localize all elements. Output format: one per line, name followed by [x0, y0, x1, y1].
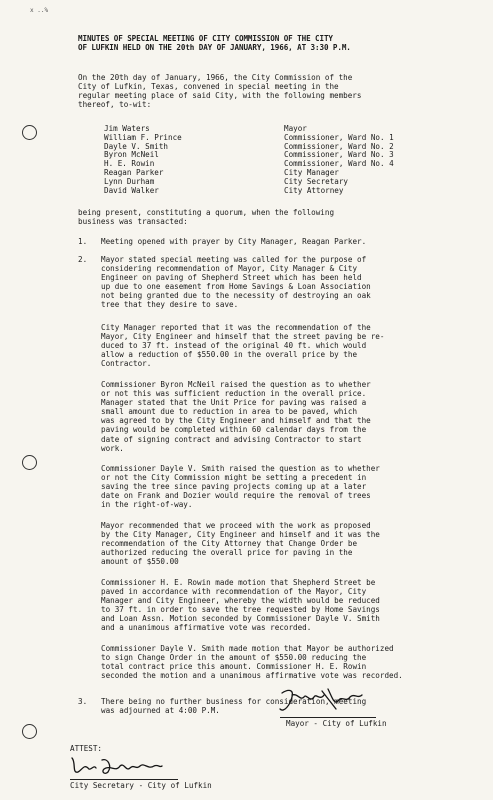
- secretary-signature-drawing: [66, 752, 166, 780]
- member-name: H. E. Rowin: [104, 159, 155, 169]
- mayor-signature-drawing: [276, 683, 366, 717]
- text-line: City Manager reported that it was the recommendation of the: [101, 323, 371, 332]
- corner-mark: x ..%: [30, 7, 49, 14]
- text-line: Mayor stated special meeting was called for the purpose of: [101, 255, 367, 264]
- text-line: total contract price this amount. Commissioner H. E. Rowin: [101, 662, 367, 672]
- member-row: [104, 133, 484, 142]
- text-line: and Loan Assn. Motion seconded by Commissioner Dayle V. Smith: [101, 614, 380, 624]
- text-line: Contractor.: [101, 359, 152, 369]
- text-line: Manager stated that the Unit Price for paving was raised a: [101, 398, 367, 408]
- text-line: authorized reducing the overall price for paving in the: [101, 548, 353, 558]
- punch-hole: [22, 724, 37, 739]
- text-line: Commissioner H. E. Rowin made motion that Shepherd Street be: [101, 578, 376, 587]
- member-name: Dayle V. Smith: [104, 141, 169, 151]
- item-2-paragraph-2: [101, 323, 384, 368]
- member-role: Commissioner, Ward No. 2: [284, 141, 394, 151]
- text-line: not being granted due to the necessity of destroying an oak: [101, 291, 371, 301]
- secretary-caption: City Secretary - City of Lufkin: [70, 781, 212, 790]
- member-row: [104, 186, 484, 195]
- text-line: to 37 ft. in order to save the tree requested by Home Savings: [101, 605, 380, 615]
- text-line: Commissioner Dayle V. Smith made motion that Mayor be authorized: [101, 644, 394, 653]
- members-list: [104, 124, 484, 194]
- secretary-signature-line: [70, 779, 178, 780]
- text-line: business was transacted:: [78, 217, 188, 227]
- text-line: considering recommendation of Mayor, City Manager & City: [101, 264, 358, 274]
- text-line: in the right-of-way.: [101, 500, 193, 510]
- member-role: Mayor: [284, 124, 307, 133]
- text-line: date of signing contract and advising Contractor to start: [101, 434, 362, 444]
- item-2-paragraph-3: [101, 380, 371, 453]
- punch-hole: [22, 125, 37, 140]
- text-line: being present, constituting a quorum, when the following: [78, 208, 335, 217]
- intro-paragraph: [78, 73, 361, 109]
- text-line: allow a reduction of $550.00 in the overall price by the: [101, 350, 358, 360]
- title-line: MINUTES OF SPECIAL MEETING OF CITY COMMISSION OF THE CITY: [78, 34, 333, 43]
- text-line: paved in accordance with recommendation of the Mayor, City: [101, 587, 367, 597]
- member-row: [104, 177, 484, 186]
- member-role: Commissioner, Ward No. 1: [284, 132, 394, 142]
- text-line: Engineer on paving of Shepherd Street which has been held: [101, 273, 362, 283]
- text-line: by the City Manager, City Engineer and himself and it was the: [101, 530, 380, 540]
- text-line: tree that they desire to save.: [101, 300, 239, 310]
- text-line: Mayor recommended that we proceed with the work as proposed: [101, 521, 371, 530]
- document-title: [78, 34, 478, 52]
- text-line: paving would be completed within 60 calendar days from the: [101, 425, 367, 435]
- member-role: Commissioner, Ward No. 4: [284, 159, 394, 169]
- text-line: or not this was sufficient reduction in the overall price.: [101, 389, 367, 399]
- item-number: 1.: [78, 237, 88, 246]
- text-line: Mayor, City Engineer and himself that the street paving be re-: [101, 332, 385, 342]
- text-line: was agreed to by the City Engineer and himself and that the: [101, 416, 371, 426]
- quorum-paragraph: [78, 208, 334, 226]
- member-role: City Secretary: [284, 176, 349, 186]
- text-line: work.: [101, 443, 124, 453]
- member-role: Commissioner, Ward No. 3: [284, 150, 394, 160]
- text-line: thereof, to-wit:: [78, 100, 152, 110]
- text-line: Manager and City Engineer, whereby the width would be reduced: [101, 596, 380, 606]
- text-line: Commissioner Byron McNeil raised the question as to whether: [101, 380, 371, 389]
- item-2-paragraph-7: [101, 644, 403, 680]
- member-name: William F. Prince: [104, 132, 182, 142]
- text-line: There being no further business for consideration, meeting: [101, 697, 367, 706]
- member-row: [104, 159, 484, 168]
- member-name: Lynn Durham: [104, 176, 155, 186]
- text-line: duced to 37 ft. instead of the original 40 ft. which would: [101, 341, 367, 351]
- title-line: OF LUFKIN HELD ON THE 20th DAY OF JANUARY, 1966, AT 3:30 P.M.: [78, 43, 351, 53]
- text-line: was adjourned at 4:00 P.M.: [101, 706, 220, 716]
- item-1: [101, 237, 366, 246]
- member-name: Jim Waters: [104, 124, 150, 133]
- punch-hole: [22, 455, 37, 470]
- text-line: recommendation of the City Attorney that Change Order be: [101, 539, 358, 549]
- text-line: or not the City Commission might be setting a precedent in: [101, 473, 367, 483]
- mayor-signature: [276, 683, 366, 717]
- member-role: City Manager: [284, 167, 339, 177]
- member-row: [104, 150, 484, 159]
- attest-label: ATTEST:: [70, 744, 103, 753]
- text-line: and a unanimous affirmative vote was recorded.: [101, 623, 312, 633]
- mayor-signature-line: [280, 717, 376, 718]
- member-name: Reagan Parker: [104, 167, 164, 177]
- secretary-signature: [66, 752, 166, 780]
- text-line: small amount due to reduction in area to be paved, which: [101, 407, 358, 417]
- text-line: Commissioner Dayle V. Smith raised the question as to whether: [101, 464, 380, 473]
- member-row: [104, 142, 484, 151]
- text-line: regular meeting place of said City, with the following members: [78, 91, 362, 101]
- mayor-caption: Mayor - City of Lufkin: [286, 719, 387, 728]
- text-line: On the 20th day of January, 1966, the City Commission of the: [78, 73, 353, 82]
- member-role: City Attorney: [284, 185, 344, 195]
- member-name: David Walker: [104, 185, 159, 195]
- text-line: Meeting opened with prayer by City Manager, Reagan Parker.: [101, 237, 367, 246]
- text-line: date on Frank and Dozier would require the removal of trees: [101, 491, 371, 501]
- item-number: 2.: [78, 255, 88, 264]
- text-line: saving the tree since paving projects coming up at a later: [101, 482, 367, 492]
- item-2-paragraph-1: [101, 255, 371, 310]
- item-2-paragraph-5: [101, 521, 380, 566]
- item-2-paragraph-4: [101, 464, 380, 509]
- item-2-paragraph-6: [101, 578, 380, 633]
- member-row: [104, 168, 484, 177]
- text-line: seconded the motion and a unanimous affirmative vote was recorded.: [101, 671, 403, 681]
- member-row: [104, 124, 484, 133]
- text-line: amount of $550.00: [101, 557, 179, 567]
- text-line: to sign Change Order in the amount of $550.00 reducing the: [101, 653, 367, 663]
- text-line: up due to one easement from Home Savings & Loan Association: [101, 282, 371, 292]
- member-name: Byron McNeil: [104, 150, 159, 160]
- item-number: 3.: [78, 697, 88, 706]
- text-line: City of Lufkin, Texas, convened in special meeting in the: [78, 82, 339, 92]
